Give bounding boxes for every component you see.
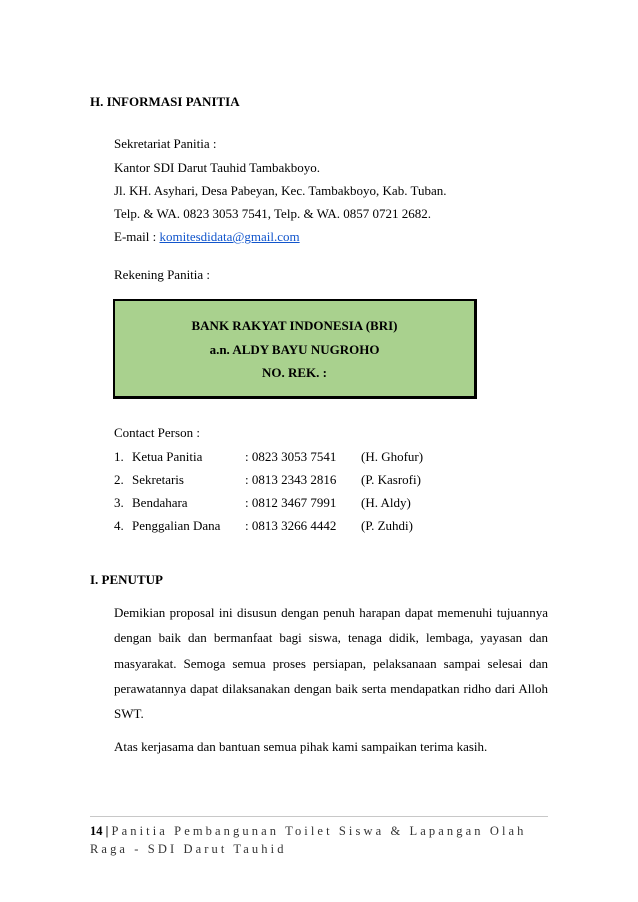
office-phone: Telp. & WA. 0823 3053 7541, Telp. & WA. 0857 0721 2682. <box>114 206 432 221</box>
contact-phone: : 0812 3467 7991 <box>245 495 337 510</box>
contact-phone: : 0823 3053 7541 <box>245 449 337 464</box>
contact-row <box>114 472 534 490</box>
contact-name: (H. Ghofur) <box>361 449 424 464</box>
footer-divider <box>90 816 548 817</box>
section-h-title: H. INFORMASI PANITIA <box>90 94 240 109</box>
account-label: Rekening Panitia : <box>114 267 211 282</box>
page-number: 14 <box>90 824 103 838</box>
bank-name: BANK RAKYAT INDONESIA (BRI) <box>191 318 398 333</box>
email-line <box>114 229 300 245</box>
contact-label: Contact Person : <box>114 425 200 440</box>
contact-role: Penggalian Dana <box>132 518 221 533</box>
contact-row <box>114 449 534 467</box>
contact-phone: : 0813 3266 4442 <box>245 518 337 533</box>
contact-name: (P. Kasrofi) <box>361 472 421 487</box>
office-name: Kantor SDI Darut Tauhid Tambakboyo. <box>114 160 321 175</box>
contact-number: 1. <box>114 449 124 464</box>
email-link[interactable]: komitesdidata@gmail.com <box>159 229 300 244</box>
bank-holder: a.n. ALDY BAYU NUGROHO <box>209 342 380 357</box>
contact-role: Bendahara <box>132 495 188 510</box>
contact-role: Sekretaris <box>132 472 184 487</box>
closing-thanks: Atas kerjasama dan bantuan semua pihak kami sampaikan terima kasih. <box>114 739 488 754</box>
contact-number: 2. <box>114 472 124 487</box>
contact-name: (P. Zuhdi) <box>361 518 413 533</box>
contact-phone: : 0813 2343 2816 <box>245 472 337 487</box>
office-address: Jl. KH. Asyhari, Desa Pabeyan, Kec. Tambakboyo, Kab. Tuban. <box>114 183 447 198</box>
secretariat-label: Sekretariat Panitia : <box>114 136 217 151</box>
email-label: E-mail : <box>114 229 160 244</box>
page-footer <box>90 822 560 858</box>
closing-paragraph: Demikian proposal ini disusun dengan penuh harapan dapat memenuhi tujuannya dengan baik dan bermanfaat bagi siswa, tenaga didik, lembaga, yayasan dan masyarakat. Semoga semua proses persiapan, pelaksanaan sampai selesai dan perawatannya dapat dilaksanakan dengan baik serta mendapatkan ridho dari Alloh SWT. <box>114 605 548 722</box>
contact-name: (H. Aldy) <box>361 495 411 510</box>
footer-separator: | <box>102 824 112 838</box>
contact-number: 4. <box>114 518 124 533</box>
contact-number: 3. <box>114 495 124 510</box>
contact-role: Ketua Panitia <box>132 449 203 464</box>
section-i-title: I. PENUTUP <box>90 572 163 587</box>
bank-account-box <box>113 299 477 399</box>
contact-row <box>114 495 534 513</box>
footer-text: Panitia Pembangunan Toilet Siswa & Lapangan Olah Raga - SDI Darut Tauhid <box>90 824 527 856</box>
contact-row <box>114 518 534 536</box>
bank-account-number: NO. REK. : <box>262 365 327 380</box>
